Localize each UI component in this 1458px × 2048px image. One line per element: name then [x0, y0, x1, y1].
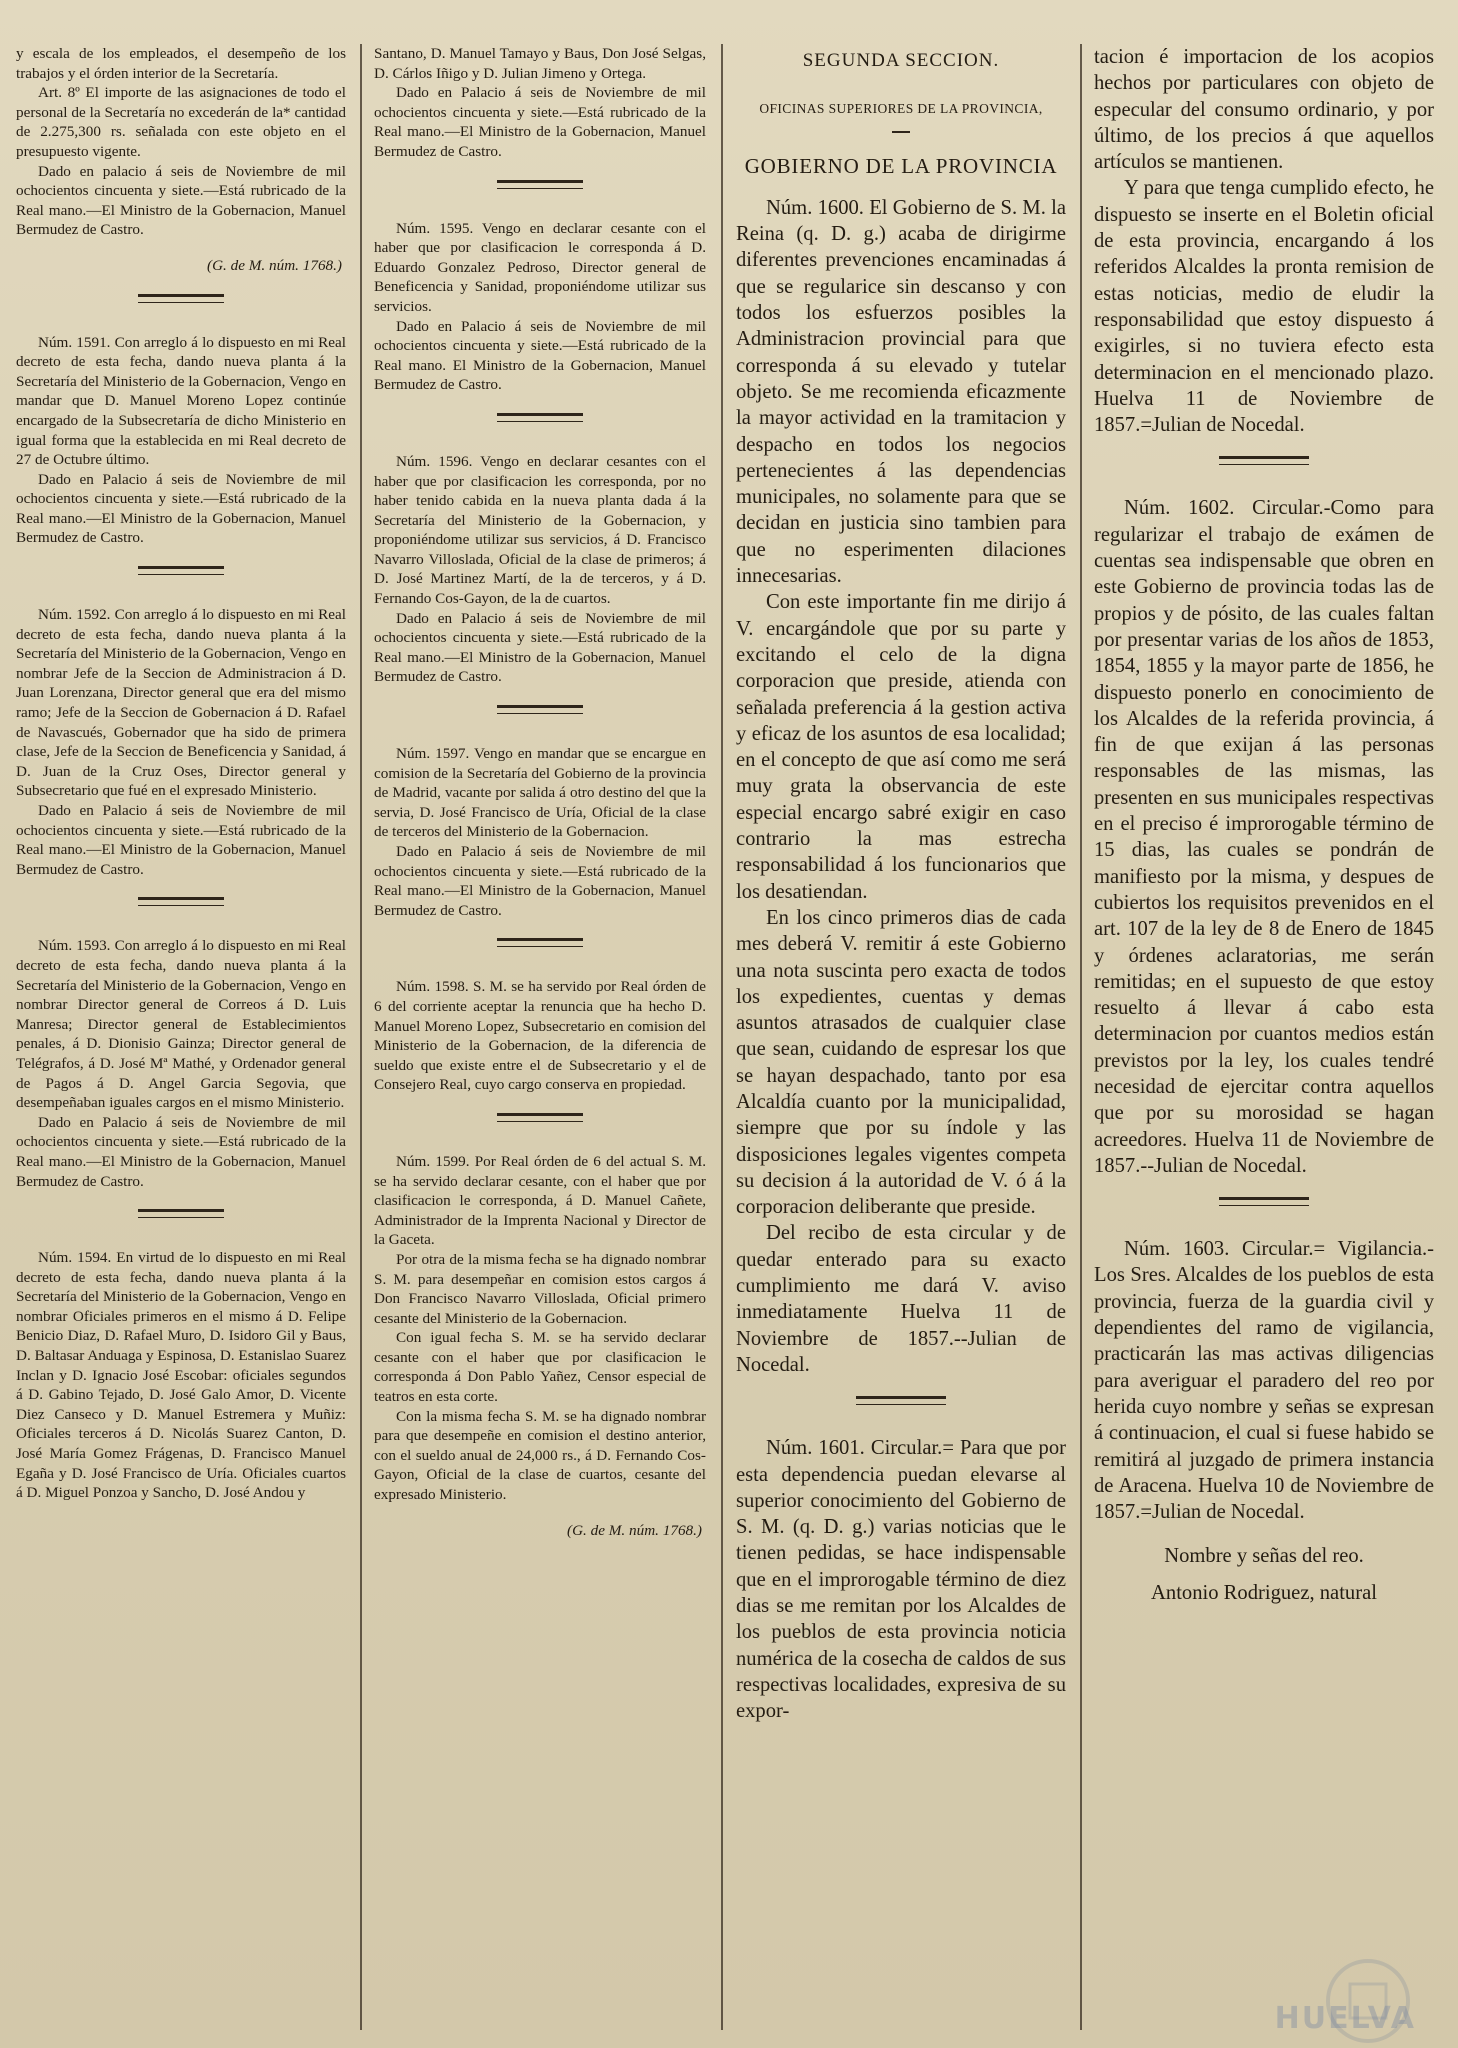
section-separator: [1219, 1197, 1309, 1206]
section-separator: [138, 1209, 224, 1218]
section-heading: SEGUNDA SECCION.: [802, 50, 1000, 71]
paragraph: Dado en palacio á seis de Noviembre de mil ochocientos cincuenta y siete.—Está rubricado de la Real mano.—El Ministro de la Gobernacion, Manuel Bermudez de Castro.: [16, 162, 346, 239]
paragraph: Y para que tenga cumplido efecto, he dispuesto se inserte en el Boletin oficial de esta provincia, encargando á los referidos Alcaldes la pronta remision de estas noticias, medio de eludir la responsabilidad que estoy dispuesto á exigirles, si no tuviera efecto esta determinacion en el mencionado plazo. Huelva 11 de Noviembre de 1857.=Julian de Nocedal.: [1094, 177, 1434, 437]
section-separator: [497, 413, 583, 422]
paragraph: Dado en Palacio á seis de Noviembre de mil ochocientos cincuenta y siete.—Está rubricado de la Real mano.—El Ministro de la Gobernacion, Manuel Bermudez de Castro.: [16, 802, 346, 878]
section-separator: [497, 1113, 583, 1122]
paragraph: Art. 8º El importe de las asignaciones de todo el personal de la Secretaría no excederán de la* cantidad de 2.275,300 rs. señalada con este objeto en el presupuesto vigente.: [16, 84, 346, 160]
circular-1602: Núm. 1602. Circular.-Como para regularizar el trabajo de exámen de cuentas sea indispensable que obren en este Gobierno de provincia todas las de propios y de pósito, de las cuales faltan por presentar varias de los años de 1853, 1854, 1855 y la mayor parte de 1856, he dispuesto ponerlo en conocimiento de los Alcaldes de la referida provincia, á fin de que exijan á las personas responsables de las mismas, las presenten en sus municipales respectivas en el preciso é improrogable término de 15 dias, las cuales se pondrán de manifiesto por la misma, y despues de cubiertos los requisitos prevenidos en el art. 107 de la ley de 8 de Enero de 1845 y órdenes aclaratorias, me serán remitidas; en el supuesto de que estoy resuelto á llevar á cabo esta determinacion por cuantos medios están previstos por la ley, los cuales tendré necesidad de ejercitar contra aquellos que por su morosidad se hagan acreedores. Huelva 11 de Noviembre de 1857.--Julian de Nocedal.: [1094, 497, 1434, 1177]
decree-1591: Núm. 1591. Con arreglo á lo dispuesto en mi Real decreto de esta fecha, dando nueva planta á la Secretaría del Ministerio de la Gobernacion, Vengo en mandar que D. Manuel Moreno Lopez continúe encargado de la Subsecretaría de dicho Ministerio en igual forma que la establecida en mi Real decreto de 27 de Octubre último.: [16, 333, 346, 469]
section-separator: [138, 294, 224, 303]
column-1: [16, 44, 346, 2034]
section-separator: [138, 566, 224, 575]
section-separator: [497, 180, 583, 189]
decree-1596: Núm. 1596. Vengo en declarar cesantes con el haber que por clasificacion les corresponda, por no haber tenido cabida en la nueva planta dada á la Secretaría del Ministerio de la Gobernacion, y proponiéndome utilizar sus servicios, á D. Francisco Navarro Villoslada, Oficial de la clase de primeros; á D. José Martinez Martí, de la de terceros, y á D. Fernando Cos-Gayon, de la de cuartos.: [374, 452, 706, 608]
gazette-reference: (G. de M. núm. 1768.): [207, 256, 342, 274]
section-separator: [138, 897, 224, 906]
paragraph: Por otra de la misma fecha se ha dignado nombrar S. M. para desempeñar en comision estos cargos á Don Francisco Navarro Villoslada, Oficial primero cesante del Ministerio de la Gobernacion.: [374, 1250, 706, 1327]
heading-dash: [892, 131, 910, 133]
circular-1603: Núm. 1603. Circular.= Vigilancia.- Los Sres. Alcaldes de los pueblos de esta provincia, fuerza de la guardia civil y dependientes del ramo de vigilancia, practicarán las mas activas diligencias para averiguar el paradero del reo por herida cuyo nombre y señas se expresan á continuacion, el cual si fuese habido se remitirá al juzgado de primera instancia de Aracena. Huelva 10 de Noviembre de 1857.=Julian de Nocedal.: [1094, 1238, 1434, 1524]
paragraph: Dado en Palacio á seis de Noviembre de mil ochocientos cincuenta y siete.—Está rubricado de la Real mano.—El Ministro de la Gobernacion, Manuel Bermudez de Castro.: [16, 1113, 346, 1190]
column-2: [374, 44, 706, 2034]
paragraph: Dado en Palacio á seis de Noviembre de mil ochocientos cincuenta y siete.—Está rubricado de la Real mano.—El Ministro de la Gobernacion, Manuel Bermudez de Castro.: [374, 843, 706, 919]
column-4: [1094, 44, 1434, 2034]
decree-1593: Núm. 1593. Con arreglo á lo dispuesto en mi Real decreto de esta fecha, dando nueva planta á la Secretaría del Ministerio de la Gobernacion, Vengo en nombrar Director general de Correos á D. Luis Manresa; Director general de Establecimientos penales, á D. Dionisio Gainza; Director general de Telégrafos, á D. José Mª Mathé, y Ordenador general de Pagos á D. Angel Garcia Segovia, que desempeñaban iguales cargos en el mismo Ministerio.: [16, 937, 346, 1112]
circular-1601: Núm. 1601. Circular.= Para que por esta dependencia puedan elevarse al superior conocimiento del Gobierno de S. M. (q. D. g.) varias noticias que le tienen pedidas, se hace indispensable que en el improrogable término de diez dias se me remitan por los Alcaldes de los pueblos de esta provincia noticia numérica de la cosecha de caldos de sus respectivas localidades, expresiva de su expor-: [736, 1437, 1066, 1723]
column-rule: [1080, 44, 1082, 2030]
decree-1595: Núm. 1595. Vengo en declarar cesante con el haber que por clasificacion le corresponda á D. Eduardo Gonzalez Pedroso, Director general de Beneficencia y Sanidad, proponiéndome utilizar sus servicios.: [374, 219, 706, 315]
paragraph: y escala de los empleados, el desempeño de los trabajos y el órden interior de la Secretaría.: [16, 45, 346, 82]
paragraph: Dado en Palacio á seis de Noviembre de mil ochocientos cincuenta y siete.—Está rubricado de la Real mano.—El Ministro de la Gobernacion, Manuel Bermudez de Castro.: [16, 470, 346, 547]
section-separator: [1219, 456, 1309, 465]
paragraph: tacion é importacion de los acopios hechos por particulares con objeto de especular del consumo ordinario, y por último, de los precios á que aquellos artículos se mantienen.: [1094, 46, 1434, 174]
government-heading: GOBIERNO DE LA PROVINCIA: [744, 153, 1058, 178]
column-rule: [360, 44, 362, 2030]
paragraph: Santano, D. Manuel Tamayo y Baus, Don José Selgas, D. Cárlos Iñigo y D. Julian Jimeno y Ortega.: [374, 45, 706, 82]
decree-1592: Núm. 1592. Con arreglo á lo dispuesto en mi Real decreto de esta fecha, dando nueva planta á la Secretaría del Ministerio de la Gobernacion, Vengo en nombrar Jefe de la Seccion de Administracion á D. Juan Lorenzana, Director general que era del mismo ramo; Jefe de la Seccion de Gobernacion á D. Rafael de Navascués, Gobernador que ha sido de primera clase, Jefe de la Seccion de Beneficencia y Sanidad, á D. Juan de la Cruz Oses, Director general y Subsecretario que fué en el expresado Ministerio.: [16, 606, 346, 800]
paragraph: Con este importante fin me dirijo á V. encargándole que por su parte y excitando el celo de la digna corporacion que preside, atienda con señalada preferencia á la gestion activa y eficaz de los asuntos de esa localidad; en el concepto de que así como me será muy grata la observancia de este especial encargo sabré exigir en caso contrario la mas estrecha responsabilidad á los funcionarios que los desatiendan.: [736, 591, 1066, 903]
paragraph: Antonio Rodriguez, natural: [1151, 1581, 1377, 1604]
paragraph: Dado en Palacio á seis de Noviembre de mil ochocientos cincuenta y siete.—Está rubricado de la Real mano.—El Ministro de la Gobernacion, Manuel Bermudez de Castro.: [374, 609, 706, 686]
library-watermark: HUELVA: [1274, 2001, 1416, 2036]
section-separator: [497, 938, 583, 947]
paragraph: Dado en Palacio á seis de Noviembre de mil ochocientos cincuenta y siete.—Está rubricado de la Real mano.—El Ministro de la Gobernacion, Manuel Bermudez de Castro.: [374, 84, 706, 160]
circular-1600: Núm. 1600. El Gobierno de S. M. la Reina (q. D. g.) acaba de dirigirme diferentes prevenciones encaminadas á que se regularice sin descanso y con todos los esfuerzos posibles la Administracion provincial para que corresponda á su elevado y tutelar objeto. Se me recomienda eficazmente la mayor actividad en la tramitacion y despacho en todos los negocios pertenecientes á las dependencias municipales, no solamente para que se decidan en justicia sino tambien para que no esperimenten dilaciones innecesarias.: [736, 196, 1066, 588]
paragraph: Del recibo de esta circular y de quedar enterado para su exacto cumplimiento me dará V. aviso inmediatamente Huelva 11 de Noviembre de 1857.--Julian de Nocedal.: [736, 1222, 1066, 1376]
paragraph: En los cinco primeros dias de cada mes deberá V. remitir á este Gobierno una nota suscinta pero exacta de todos los expedientes, cuentas y demas asuntos atrasados de cualquier clase que sean, cuidando de espresar los que se hayan despachado, tanto por esa Alcaldía cuanto por la municipalidad, siempre que por su índole y las disposiciones legales vigentes competa su decision á la autoridad de V. ó á la corporacion deliberante que preside.: [736, 906, 1066, 1219]
section-separator: [497, 705, 583, 714]
decree-1594: Núm. 1594. En virtud de lo dispuesto en mi Real decreto de esta fecha, dando nueva planta á la Secretaría del Ministerio de la Gobernacion, Vengo en nombrar Oficiales primeros en el mismo á D. Felipe Benicio Diaz, D. Rafael Muro, D. Isidoro Gil y Baus, D. Baltasar Anduaga y Espinosa, D. Estanislao Suarez Inclan y D. Ignacio José Escobar: oficiales segundos á D. Gabino Tejado, D. José Galo Amor, D. Vicente Diez Canseco y D. Manuel Estremera y Muñiz: Oficiales terceros á D. Nicolás Suarez Canton, D. José María Gomez Frágenas, D. Francisco Manuel Egaña y D. José Francisco de Uría. Oficiales cuartos á D. Miguel Ponzoa y Sancho, D. José Andou y: [16, 1249, 346, 1502]
paragraph: Con la misma fecha S. M. se ha dignado nombrar para que desempeñe en comision el destino anterior, con el sueldo anual de 24,000 rs., á D. Fernando Cos-Gayon, Oficial de la clase de cuartos, cesante del expresado Ministerio.: [374, 1407, 706, 1504]
column-rule: [721, 44, 723, 2030]
paragraph: Dado en Palacio á seis de Noviembre de mil ochocientos cincuenta y siete.—Está rubricado de la Real mano. El Ministro de la Gobernacion, Manuel Bermudez de Castro.: [374, 317, 706, 394]
decree-1597: Núm. 1597. Vengo en mandar que se encargue en comision de la Secretaría del Gobierno de la provincia de Madrid, vacante por salida á otro destino del que la servia, D. José Francisco de Uría, Oficial de la clase de terceros del Ministerio de la Gobernacion.: [374, 745, 706, 841]
gazette-reference: (G. de M. núm. 1768.): [567, 1521, 702, 1539]
order-1599: Núm. 1599. Por Real órden de 6 del actual S. M. se ha servido declarar cesante, con el haber que por clasificacion le corresponda, á D. Manuel Cañete, Administrador de la Imprenta Nacional y Director de la Gaceta.: [374, 1152, 706, 1249]
paragraph: Con igual fecha S. M. se ha servido declarar cesante con el haber que por clasificacion le corresponda á Don Pablo Yañez, Censor especial de teatros en esta corte.: [374, 1329, 706, 1406]
subheading-reo: Nombre y señas del reo.: [1164, 1545, 1364, 1568]
section-separator: [856, 1396, 946, 1405]
subsection-heading: OFICINAS SUPERIORES DE LA PROVINCIA,: [759, 101, 1043, 117]
order-1598: Núm. 1598. S. M. se ha servido por Real órden de 6 del corriente aceptar la renuncia que ha hecho D. Manuel Moreno Lopez, Subsecretario en comision del Ministerio de la Gobernacion, de la diferencia de sueldo que existe entre el de Subsecretario y el de Consejero Real, cuyo cargo conserva en propiedad.: [374, 978, 706, 1094]
column-3: [736, 44, 1066, 2034]
